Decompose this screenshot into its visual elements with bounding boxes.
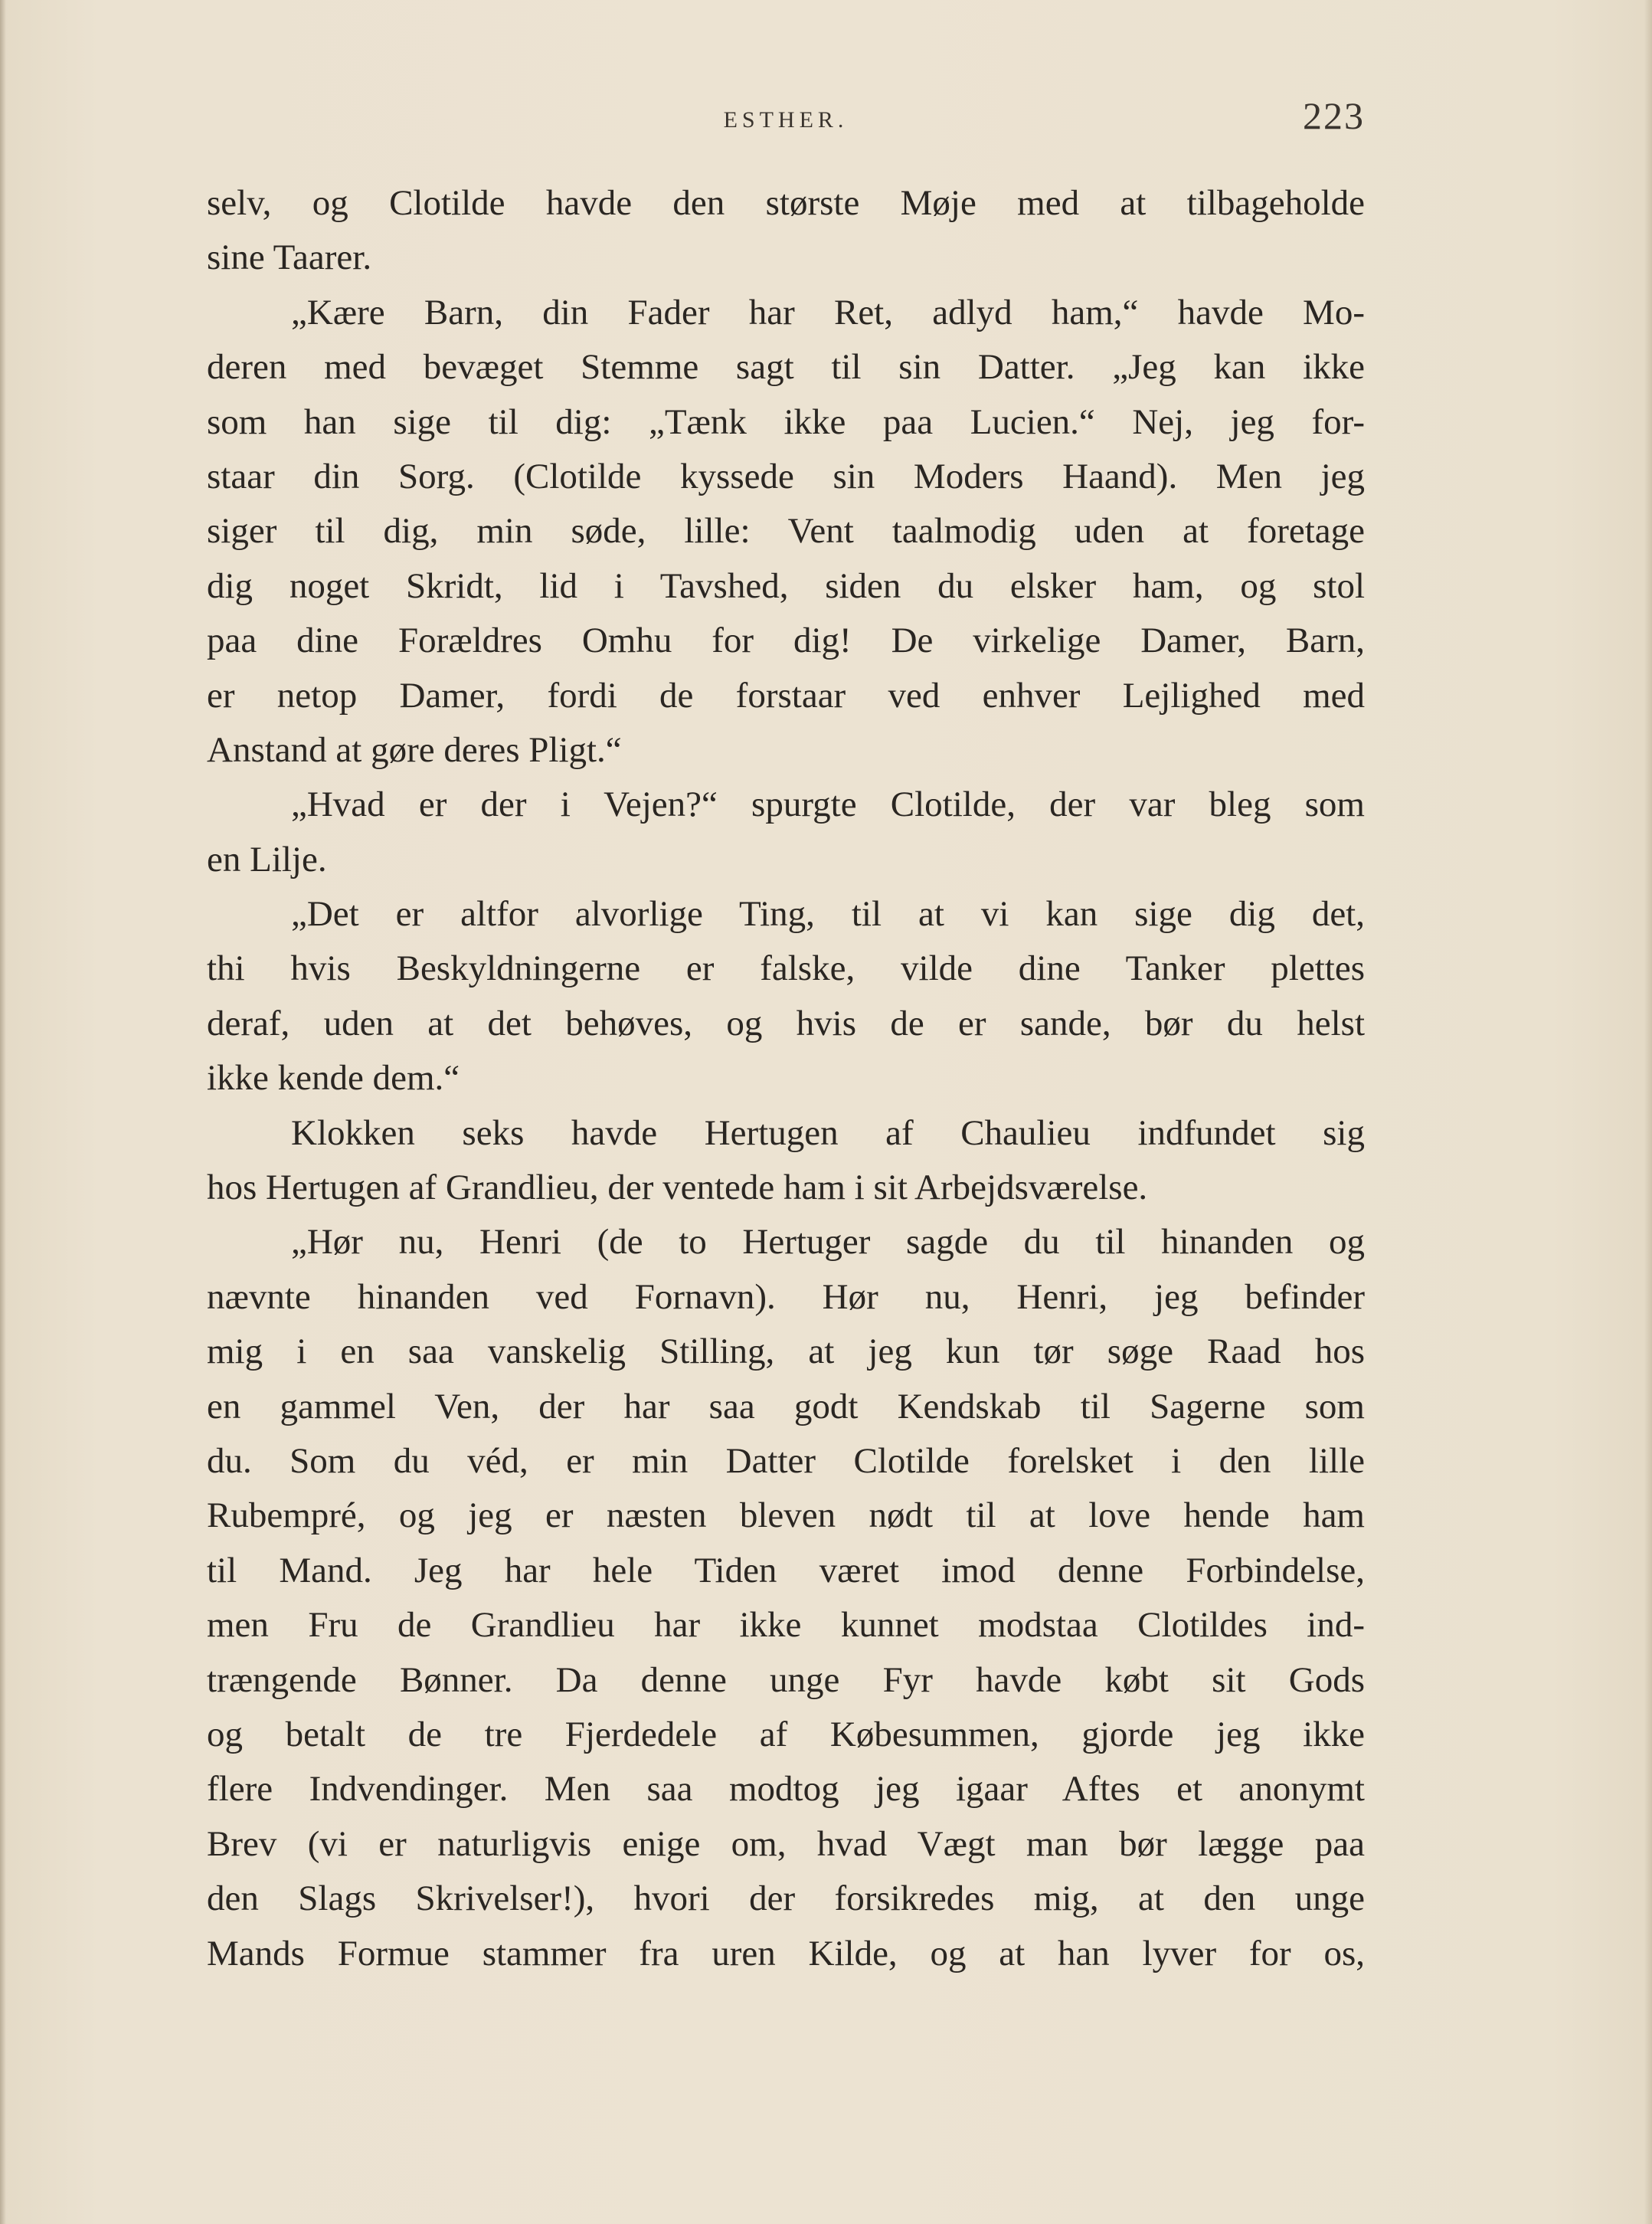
text-line: Rubempré, og jeg er næsten bleven nødt til at love hende ham: [207, 1495, 1365, 1536]
running-title: ESTHER.: [723, 107, 849, 133]
text-line: Brev (vi er naturligvis enige om, hvad Vægt man bør lægge paa: [207, 1823, 1365, 1864]
text-line: er netop Damer, fordi de forstaar ved enhver Lejlighed med: [207, 675, 1365, 716]
text-line: Klokken seks havde Hertugen af Chaulieu indfundet sig: [291, 1112, 1365, 1153]
text-line: sine Taarer.: [207, 237, 372, 278]
text-line: flere Indvendinger. Men saa modtog jeg igaar Aftes et anonymt: [207, 1769, 1365, 1810]
text-line: „Kære Barn, din Fader har Ret, adlyd ham,“ havde Mo-: [291, 292, 1365, 332]
text-line: selv, og Clotilde havde den største Møje med at tilbageholde: [207, 183, 1365, 223]
text-line: den Slags Skrivelser!), hvori der forsikredes mig, at den unge: [207, 1878, 1365, 1919]
text-line: siger til dig, min søde, lille: Vent taalmodig uden at foretage: [207, 511, 1365, 552]
text-line: „Hvad er der i Vejen?“ spurgte Clotilde, der var bleg som: [291, 784, 1365, 825]
text-line: deraf, uden at det behøves, og hvis de er sande, bør du helst: [207, 1003, 1365, 1043]
body-text: [207, 176, 1365, 1981]
text-line: til Mand. Jeg har hele Tiden været imod denne Forbindelse,: [207, 1550, 1365, 1590]
text-line: nævnte hinanden ved Fornavn). Hør nu, Henri, jeg befinder: [207, 1276, 1365, 1317]
text-line: en Lilje.: [207, 839, 327, 879]
running-head: [207, 93, 1365, 139]
text-line: men Fru de Grandlieu har ikke kunnet modstaa Clotildes ind-: [207, 1605, 1365, 1646]
text-line: som han sige til dig: „Tænk ikke paa Lucien.“ Nej, jeg for-: [207, 401, 1365, 442]
text-line: og betalt de tre Fjerdedele af Købesummen, gjorde jeg ikke: [207, 1714, 1365, 1754]
text-line: dig noget Skridt, lid i Tavshed, siden du elsker ham, og stol: [207, 565, 1365, 606]
text-line: Mands Formue stammer fra uren Kilde, og at han lyver for os,: [207, 1933, 1365, 1973]
text-line: deren med bevæget Stemme sagt til sin Datter. „Jeg kan ikke: [207, 347, 1365, 388]
text-line: „Hør nu, Henri (de to Hertuger sagde du til hinanden og: [291, 1222, 1365, 1263]
page-left-edge: [0, 0, 6, 2224]
text-line: Anstand at gøre deres Pligt.“: [207, 729, 622, 770]
text-line: en gammel Ven, der har saa godt Kendskab til Sagerne som: [207, 1386, 1365, 1426]
page-number: 223: [1303, 94, 1365, 137]
text-line: trængende Bønner. Da denne unge Fyr havde købt sit Gods: [207, 1659, 1365, 1700]
text-line: staar din Sorg. (Clotilde kyssede sin Moders Haand). Men jeg: [207, 456, 1365, 496]
text-line: „Det er altfor alvorlige Ting, til at vi kan sige dig det,: [291, 894, 1365, 935]
text-line: thi hvis Beskyldningerne er falske, vilde dine Tanker plettes: [207, 948, 1365, 989]
text-line: du. Som du véd, er min Datter Clotilde forelsket i den lille: [207, 1440, 1365, 1481]
page-right-edge: [1644, 0, 1652, 2224]
text-line: mig i en saa vanskelig Stilling, at jeg kun tør søge Raad hos: [207, 1331, 1365, 1372]
text-line: ikke kende dem.“: [207, 1058, 460, 1099]
text-line: paa dine Forældres Omhu for dig! De virkelige Damer, Barn,: [207, 621, 1365, 661]
text-line: hos Hertugen af Grandlieu, der ventede ham i sit Arbejdsværelse.: [207, 1168, 1148, 1208]
